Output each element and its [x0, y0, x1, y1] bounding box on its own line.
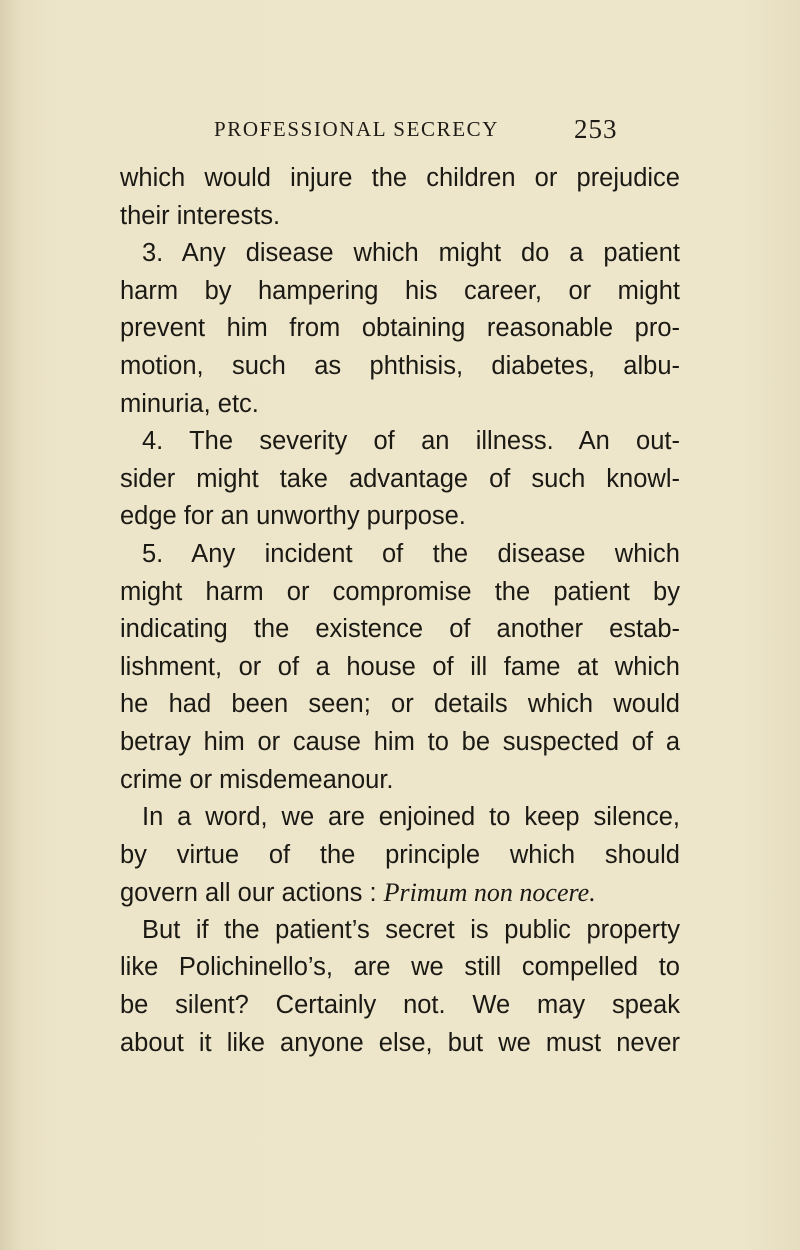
text-line: harm by hampering his career, or might [120, 276, 680, 305]
text-line: But if the patient’s secret is public property [142, 915, 680, 944]
text-line: by virtue of the principle which should [120, 840, 680, 869]
text-line: edge for an unworthy purpose. [120, 502, 466, 531]
text-line: minuria, etc. [120, 389, 259, 418]
text-line: In a word, we are enjoined to keep silence, [142, 803, 680, 832]
text-line: be silent? Certainly not. We may speak [120, 991, 680, 1020]
text-line: crime or misdemeanour. [120, 765, 394, 794]
text-line: might harm or compromise the patient by [120, 577, 680, 606]
text-line: prevent him from obtaining reasonable pro- [120, 314, 680, 343]
text-line: 4. The severity of an illness. An out- [142, 427, 680, 456]
text-line: motion, such as phthisis, diabetes, albu- [120, 351, 680, 380]
text-line: 5. Any incident of the disease which [142, 539, 680, 568]
text-line: lishment, or of a house of ill fame at which [120, 652, 680, 681]
text-line: which would injure the children or prejudice [120, 164, 680, 192]
body-text [120, 160, 680, 1062]
text-line-start: govern all our actions : [120, 879, 384, 908]
running-head [214, 112, 654, 146]
text-line-with-latin [120, 874, 680, 912]
page-number: 253 [574, 114, 618, 144]
text-line: indicating the existence of another estab- [120, 615, 680, 644]
text-line: like Polichinello’s, are we still compelled to [120, 953, 680, 982]
text-line: he had been seen; or details which would [120, 690, 680, 719]
running-title: PROFESSIONAL SECRECY [214, 117, 500, 141]
text-line: betray him or cause him to be suspected of a [120, 727, 680, 756]
text-line: sider might take advantage of such knowl- [120, 464, 680, 493]
text-line: 3. Any disease which might do a patient [142, 239, 680, 268]
text-line: their interests. [120, 201, 281, 230]
text-line: about it like anyone else, but we must never [120, 1028, 680, 1057]
latin-phrase: Primum non nocere. [383, 878, 596, 908]
